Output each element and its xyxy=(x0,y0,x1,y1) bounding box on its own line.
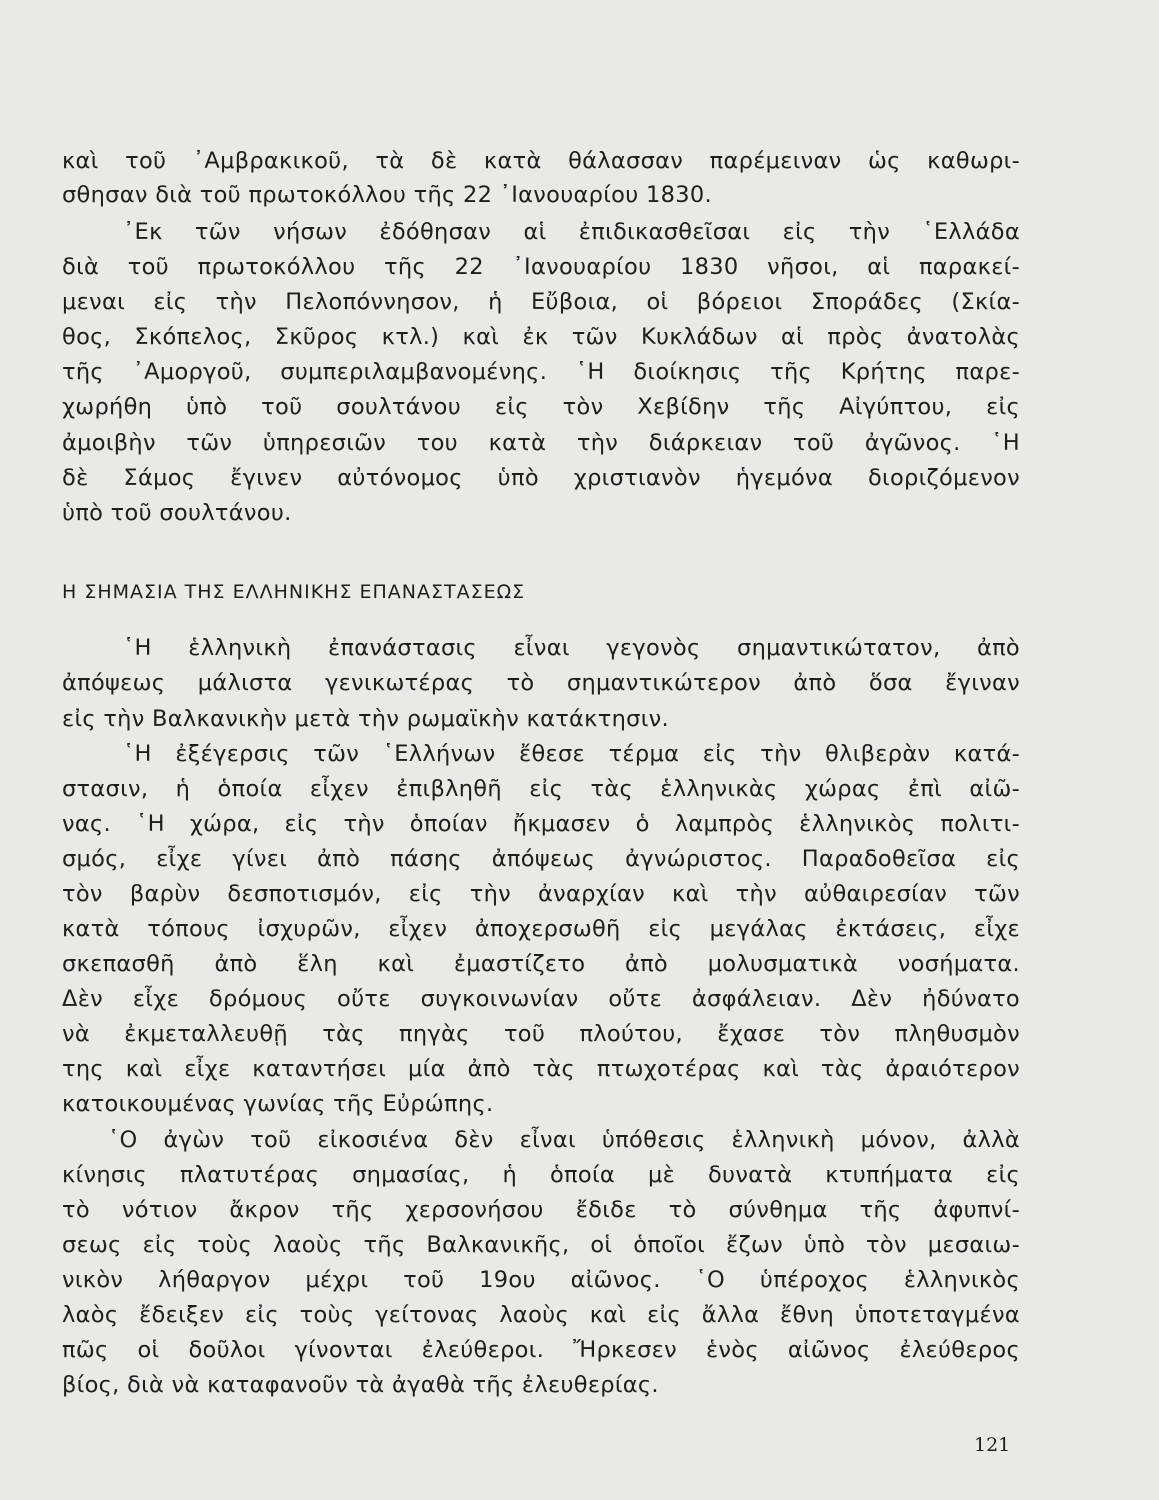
text-line: νικὸν λήθαργον μέχρι τοῦ 19ου αἰῶνος. ῾Ο ὑπέροχος ἑλληνικὸς xyxy=(62,1267,1020,1293)
text-line: καὶ τοῦ ᾿Αμβρακικοῦ, τὰ δὲ κατὰ θάλασσαν παρέμειναν ὡς καθωρι- xyxy=(62,148,1020,174)
text-line: κατὰ τόπους ἰσχυρῶν, εἶχεν ἀποχερσωθῆ εἰς μεγάλας ἐκτάσεις, εἶχε xyxy=(62,916,1020,942)
text-line: της καὶ εἶχε καταντήσει μία ἀπὸ τὰς πτωχοτέρας καὶ τὰς ἀραιότερον xyxy=(62,1056,1020,1082)
text-line: ἀμοιβὴν τῶν ὑπηρεσιῶν του κατὰ τὴν διάρκειαν τοῦ ἀγῶνος. ῾Η xyxy=(62,430,1020,456)
text-line: ῾Η ἐξέγερσις τῶν ῾Ελλήνων ἔθεσε τέρμα εἰς τὴν θλιβερὰν κατά- xyxy=(123,741,1020,767)
text-line: νὰ ἐκμεταλλευθῇ τὰς πηγὰς τοῦ πλούτου, ἔχασε τὸν πληθυσμὸν xyxy=(62,1021,1020,1047)
text-line: ῾Η ἑλληνικὴ ἐπανάστασις εἶναι γεγονὸς σημαντικώτατον, ἀπὸ xyxy=(123,635,1020,661)
text-line: εἰς τὴν Βαλκανικὴν μετὰ τὴν ρωμαϊκὴν κατάκτησιν. xyxy=(62,706,669,732)
text-line: δὲ Σάμος ἔγινεν αὐτόνομος ὑπὸ χριστιανὸν ἡγεμόνα διοριζόμενον xyxy=(62,465,1020,491)
text-line: ῾Ο ἀγὼν τοῦ εἰκοσιένα δὲν εἶναι ὑπόθεσις ἑλληνικὴ μόνον, ἀλλὰ xyxy=(108,1127,1020,1153)
page-number: 121 xyxy=(974,1434,1011,1456)
text-line: ὑπὸ τοῦ σουλτάνου. xyxy=(62,500,292,526)
text-line: κατοικουμένας γωνίας τῆς Εὐρώπης. xyxy=(62,1091,494,1117)
text-line: τῆς ᾿Αμοργοῦ, συμπεριλαμβανομένης. ῾Η διοίκησις τῆς Κρήτης παρε- xyxy=(62,359,1020,385)
text-line: Δὲν εἶχε δρόμους οὔτε συγκοινωνίαν οὔτε ἀσφάλειαν. Δὲν ἠδύνατο xyxy=(62,986,1020,1012)
text-line: χωρήθη ὑπὸ τοῦ σουλτάνου εἰς τὸν Χεβίδην τῆς Αἰγύπτου, εἰς xyxy=(62,394,1020,420)
text-line: τὸν βαρὺν δεσποτισμόν, εἰς τὴν ἀναρχίαν καὶ τὴν αὐθαιρεσίαν τῶν xyxy=(62,881,1020,907)
text-line: θος, Σκόπελος, Σκῦρος κτλ.) καὶ ἐκ τῶν Κυκλάδων αἱ πρὸς ἀνατολὰς xyxy=(62,324,1020,350)
text-line: νας. ῾Η χώρα, εἰς τὴν ὁποίαν ἤκμασεν ὁ λαμπρὸς ἑλληνικὸς πολιτι- xyxy=(62,811,1020,837)
text-line: ἀπόψεως μάλιστα γενικωτέρας τὸ σημαντικώτερον ἀπὸ ὅσα ἔγιναν xyxy=(62,670,1020,696)
text-line: πῶς οἱ δοῦλοι γίνονται ἐλεύθεροι. Ἤρκεσεν ἑνὸς αἰῶνος ἐλεύθερος xyxy=(62,1337,1020,1363)
text-line: κίνησις πλατυτέρας σημασίας, ἡ ὁποία μὲ δυνατὰ κτυπήματα εἰς xyxy=(62,1162,1020,1188)
text-line: σκεπασθῆ ἀπὸ ἕλη καὶ ἐμαστίζετο ἀπὸ μολυσματικὰ νοσήματα. xyxy=(62,951,1020,977)
text-line: διὰ τοῦ πρωτοκόλλου τῆς 22 ᾿Ιανουαρίου 1830 νῆσοι, αἱ παρακεί- xyxy=(62,254,1020,280)
text-line: στασιν, ἡ ὁποία εἶχεν ἐπιβληθῆ εἰς τὰς ἑλληνικὰς χώρας ἐπὶ αἰῶ- xyxy=(62,776,1020,802)
text-line: βίος, διὰ νὰ καταφανοῦν τὰ ἀγαθὰ τῆς ἐλευθερίας. xyxy=(62,1372,659,1398)
text-line: σμός, εἶχε γίνει ἀπὸ πάσης ἀπόψεως ἀγνώριστος. Παραδοθεῖσα εἰς xyxy=(62,846,1020,872)
text-line: μεναι εἰς τὴν Πελοπόννησον, ἡ Εὔβοια, οἱ βόρειοι Σποράδες (Σκία- xyxy=(62,289,1020,315)
text-line: σεως εἰς τοὺς λαοὺς τῆς Βαλκανικῆς, οἱ ὁποῖοι ἔζων ὑπὸ τὸν μεσαιω- xyxy=(62,1232,1020,1258)
text-line: τὸ νότιον ἄκρον τῆς χερσονήσου ἔδιδε τὸ σύνθημα τῆς ἀφυπνί- xyxy=(62,1197,1020,1223)
section-heading: Η ΣΗΜΑΣΙΑ ΤΗΣ ΕΛΛΗΝΙΚΗΣ ΕΠΑΝΑΣΤΑΣΕΩΣ xyxy=(62,581,526,603)
text-line: λαὸς ἔδειξεν εἰς τοὺς γείτονας λαοὺς καὶ εἰς ἄλλα ἔθνη ὑποτεταγμένα xyxy=(62,1302,1020,1328)
text-line: ᾿Εκ τῶν νήσων ἐδόθησαν αἱ ἐπιδικασθεῖσαι εἰς τὴν ῾Ελλάδα xyxy=(123,219,1020,245)
text-line: σθησαν διὰ τοῦ πρωτοκόλλου τῆς 22 ᾿Ιανουαρίου 1830. xyxy=(62,182,712,208)
